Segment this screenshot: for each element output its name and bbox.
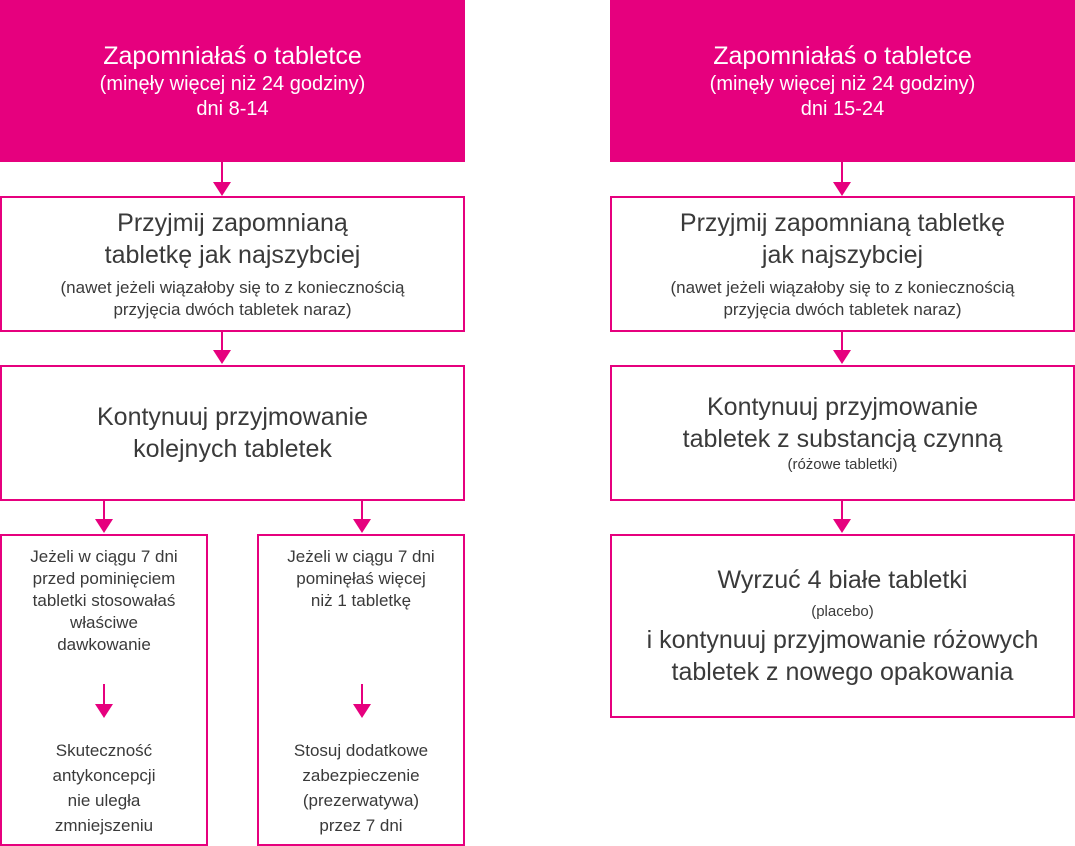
right-step1-note2: przyjęcia dwóch tabletek naraz) xyxy=(723,300,962,319)
right-step3-line1: Wyrzuć 4 białe tabletki xyxy=(717,566,968,594)
branch-a-condition-1: Jeżeli w ciągu 7 dni xyxy=(30,547,178,566)
branch-a-condition-3: tabletki stosowałaś xyxy=(32,591,176,610)
left-step1-line1: Przyjmij zapomnianą xyxy=(117,209,348,237)
branch-b-result-4: przez 7 dni xyxy=(319,816,403,835)
right-step3-note: (placebo) xyxy=(811,603,874,620)
left-step1-line2: tabletkę jak najszybciej xyxy=(104,241,361,269)
branch-a-condition-2: przed pominięciem xyxy=(32,569,176,588)
branch-a-result xyxy=(0,738,208,838)
branch-a-result-4: zmniejszeniu xyxy=(54,816,154,835)
right-step2-line1: Kontynuuj przyjmowanie xyxy=(707,393,978,421)
left-step1-note2: przyjęcia dwóch tabletek naraz) xyxy=(113,300,352,319)
right-step1-box xyxy=(610,196,1075,332)
right-step3-box xyxy=(610,534,1075,718)
left-header-title: Zapomniałaś o tabletce xyxy=(103,42,362,70)
right-step2-line2: tabletek z substancją czynną xyxy=(682,425,1003,453)
left-step2-line1: Kontynuuj przyjmowanie xyxy=(97,403,368,431)
branch-b-result-2: zabezpieczenie xyxy=(302,766,420,785)
right-step3-line2: i kontynuuj przyjmowanie różowych xyxy=(646,626,1039,654)
branch-a-condition-5: dawkowanie xyxy=(57,635,151,654)
right-header-title: Zapomniałaś o tabletce xyxy=(713,42,972,70)
branch-b-result-1: Stosuj dodatkowe xyxy=(293,741,429,760)
left-step2-line2: kolejnych tabletek xyxy=(133,435,332,463)
left-header-box xyxy=(0,0,465,162)
branch-a-condition-4: właściwe xyxy=(69,613,139,632)
left-step2-box xyxy=(0,365,465,501)
right-step1-line2: jak najszybciej xyxy=(761,241,924,269)
left-step1-note1: (nawet jeżeli wiązałoby się to z koniecznością xyxy=(60,278,405,297)
branch-b-condition-1: Jeżeli w ciągu 7 dni xyxy=(287,547,435,566)
right-step3-line3: tabletek z nowego opakowania xyxy=(671,658,1014,686)
branch-b-condition-2: pominęłaś więcej xyxy=(296,569,426,588)
right-step2-box xyxy=(610,365,1075,501)
right-step1-note1: (nawet jeżeli wiązałoby się to z koniecznością xyxy=(670,278,1015,297)
right-header-days: dni 15-24 xyxy=(800,98,885,120)
branch-b-condition-3: niż 1 tabletkę xyxy=(310,591,412,610)
right-step2-note: (różowe tabletki) xyxy=(787,456,898,473)
right-header-subtitle: (minęły więcej niż 24 godziny) xyxy=(709,73,976,95)
left-header-days: dni 8-14 xyxy=(196,98,269,120)
branch-b-result-3: (prezerwatywa) xyxy=(302,791,420,810)
branch-a-result-1: Skuteczność xyxy=(55,741,153,760)
right-header-box xyxy=(610,0,1075,162)
right-step1-line1: Przyjmij zapomnianą tabletkę xyxy=(679,209,1006,237)
branch-b-result xyxy=(257,738,465,838)
branch-a-result-2: antykoncepcji xyxy=(52,766,156,785)
branch-a-result-3: nie uległa xyxy=(67,791,141,810)
left-step1-box xyxy=(0,196,465,332)
left-header-subtitle: (minęły więcej niż 24 godziny) xyxy=(99,73,366,95)
